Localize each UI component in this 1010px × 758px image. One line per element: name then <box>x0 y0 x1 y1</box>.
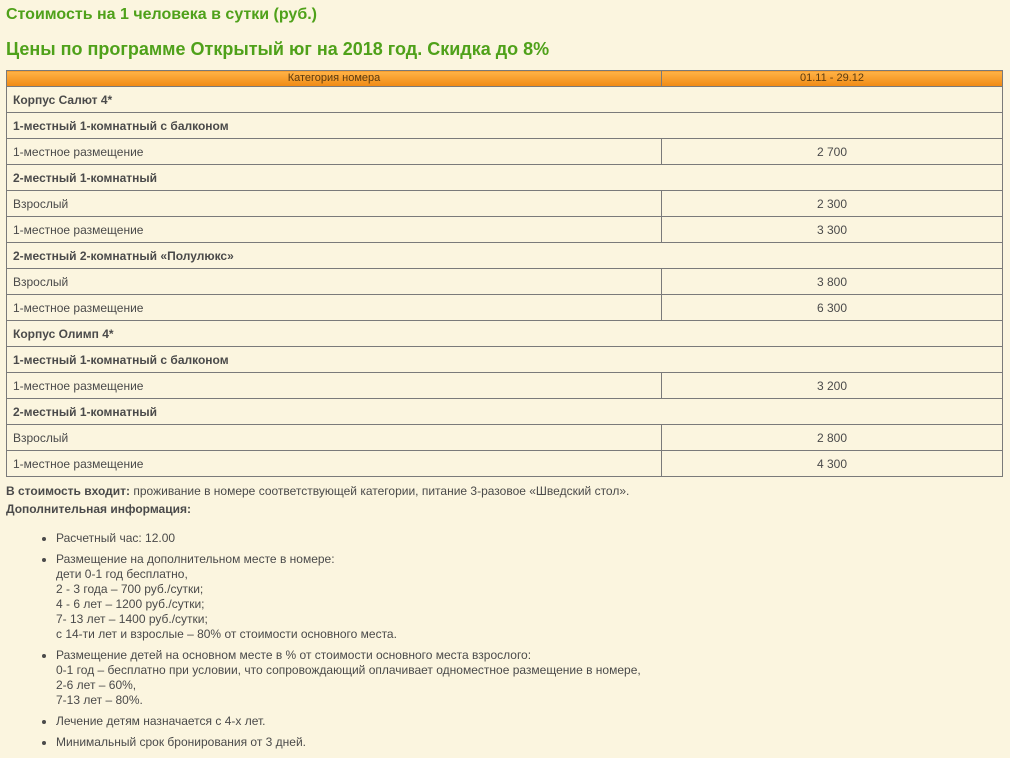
includes-label: В стоимость входит: <box>6 484 131 498</box>
info-item <box>56 648 1004 708</box>
row-price: 3 300 <box>662 217 1003 243</box>
row-label: 1-местное размещение <box>7 139 662 165</box>
price-table <box>6 70 1003 477</box>
row-price: 3 200 <box>662 373 1003 399</box>
table-row <box>7 373 1003 399</box>
info-line: с 14-ти лет и взрослые – 80% от стоимости основного места. <box>56 627 397 641</box>
row-label: 1-местное размещение <box>7 451 662 477</box>
info-item <box>56 531 1004 546</box>
price-subtitle: Стоимость на 1 человека в сутки (руб.) <box>6 6 317 23</box>
info-line: 7-13 лет – 80%. <box>56 693 143 707</box>
row-price: 6 300 <box>662 295 1003 321</box>
table-row <box>7 269 1003 295</box>
table-row <box>7 425 1003 451</box>
table-row <box>7 165 1003 191</box>
price-table-body <box>7 87 1003 477</box>
additional-info-label: Дополнительная информация: <box>6 502 191 516</box>
header-category: Категория номера <box>7 71 662 87</box>
info-line: 4 - 6 лет – 1200 руб./сутки; <box>56 597 205 611</box>
info-line: • Размещение на дополнительном месте в номере: <box>56 552 335 566</box>
table-row <box>7 139 1003 165</box>
header-period: 01.11 - 29.12 <box>662 71 1003 87</box>
table-row <box>7 321 1003 347</box>
row-label: Взрослый <box>7 191 662 217</box>
row-label: Взрослый <box>7 269 662 295</box>
table-row <box>7 347 1003 373</box>
info-item <box>56 552 1004 642</box>
info-item <box>56 735 1004 750</box>
info-line: 7- 13 лет – 1400 руб./сутки; <box>56 612 208 626</box>
row-price: 4 300 <box>662 451 1003 477</box>
additional-info-list <box>6 531 1004 750</box>
table-row <box>7 113 1003 139</box>
additional-info-heading <box>6 501 1004 517</box>
page-title: Цены по программе Открытый юг на 2018 год. Скидка до 8% <box>6 39 550 59</box>
row-section-label: 1-местный 1-комнатный с балконом <box>7 113 1003 139</box>
row-section-label: Корпус Салют 4* <box>7 87 1003 113</box>
table-row <box>7 87 1003 113</box>
info-line: • Размещение детей на основном месте в % от стоимости основного места взрослого: <box>56 648 532 662</box>
table-row <box>7 243 1003 269</box>
info-line: дети 0-1 год бесплатно, <box>56 567 188 581</box>
table-row <box>7 217 1003 243</box>
row-price: 2 700 <box>662 139 1003 165</box>
row-label: 1-местное размещение <box>7 217 662 243</box>
info-line: • Расчетный час: 12.00 <box>56 531 176 545</box>
table-header-row <box>7 71 1003 87</box>
row-section-label: 1-местный 1-комнатный с балконом <box>7 347 1003 373</box>
row-section-label: 2-местный 2-комнатный «Полулюкс» <box>7 243 1003 269</box>
row-label: 1-местное размещение <box>7 295 662 321</box>
info-line: • Минимальный срок бронирования от 3 дней. <box>56 735 306 749</box>
row-label: 1-местное размещение <box>7 373 662 399</box>
info-line: 2 - 3 года – 700 руб./сутки; <box>56 582 204 596</box>
row-price: 3 800 <box>662 269 1003 295</box>
info-item <box>56 714 1004 729</box>
info-line: 0-1 год – бесплатно при условии, что сопровождающий оплачивает одноместное размещение в номере, <box>56 663 641 677</box>
row-label: Взрослый <box>7 425 662 451</box>
table-row <box>7 399 1003 425</box>
row-section-label: Корпус Олимп 4* <box>7 321 1003 347</box>
info-line: 2-6 лет – 60%, <box>56 678 137 692</box>
table-row <box>7 451 1003 477</box>
row-price: 2 300 <box>662 191 1003 217</box>
row-section-label: 2-местный 1-комнатный <box>7 399 1003 425</box>
includes-text: проживание в номере соответствующей категории, питание 3-разовое «Шведский стол». <box>130 484 630 498</box>
row-section-label: 2-местный 1-комнатный <box>7 165 1003 191</box>
info-line: • Лечение детям назначается с 4-х лет. <box>56 714 266 728</box>
table-row <box>7 295 1003 321</box>
table-row <box>7 191 1003 217</box>
row-price: 2 800 <box>662 425 1003 451</box>
includes-note <box>6 483 1004 499</box>
